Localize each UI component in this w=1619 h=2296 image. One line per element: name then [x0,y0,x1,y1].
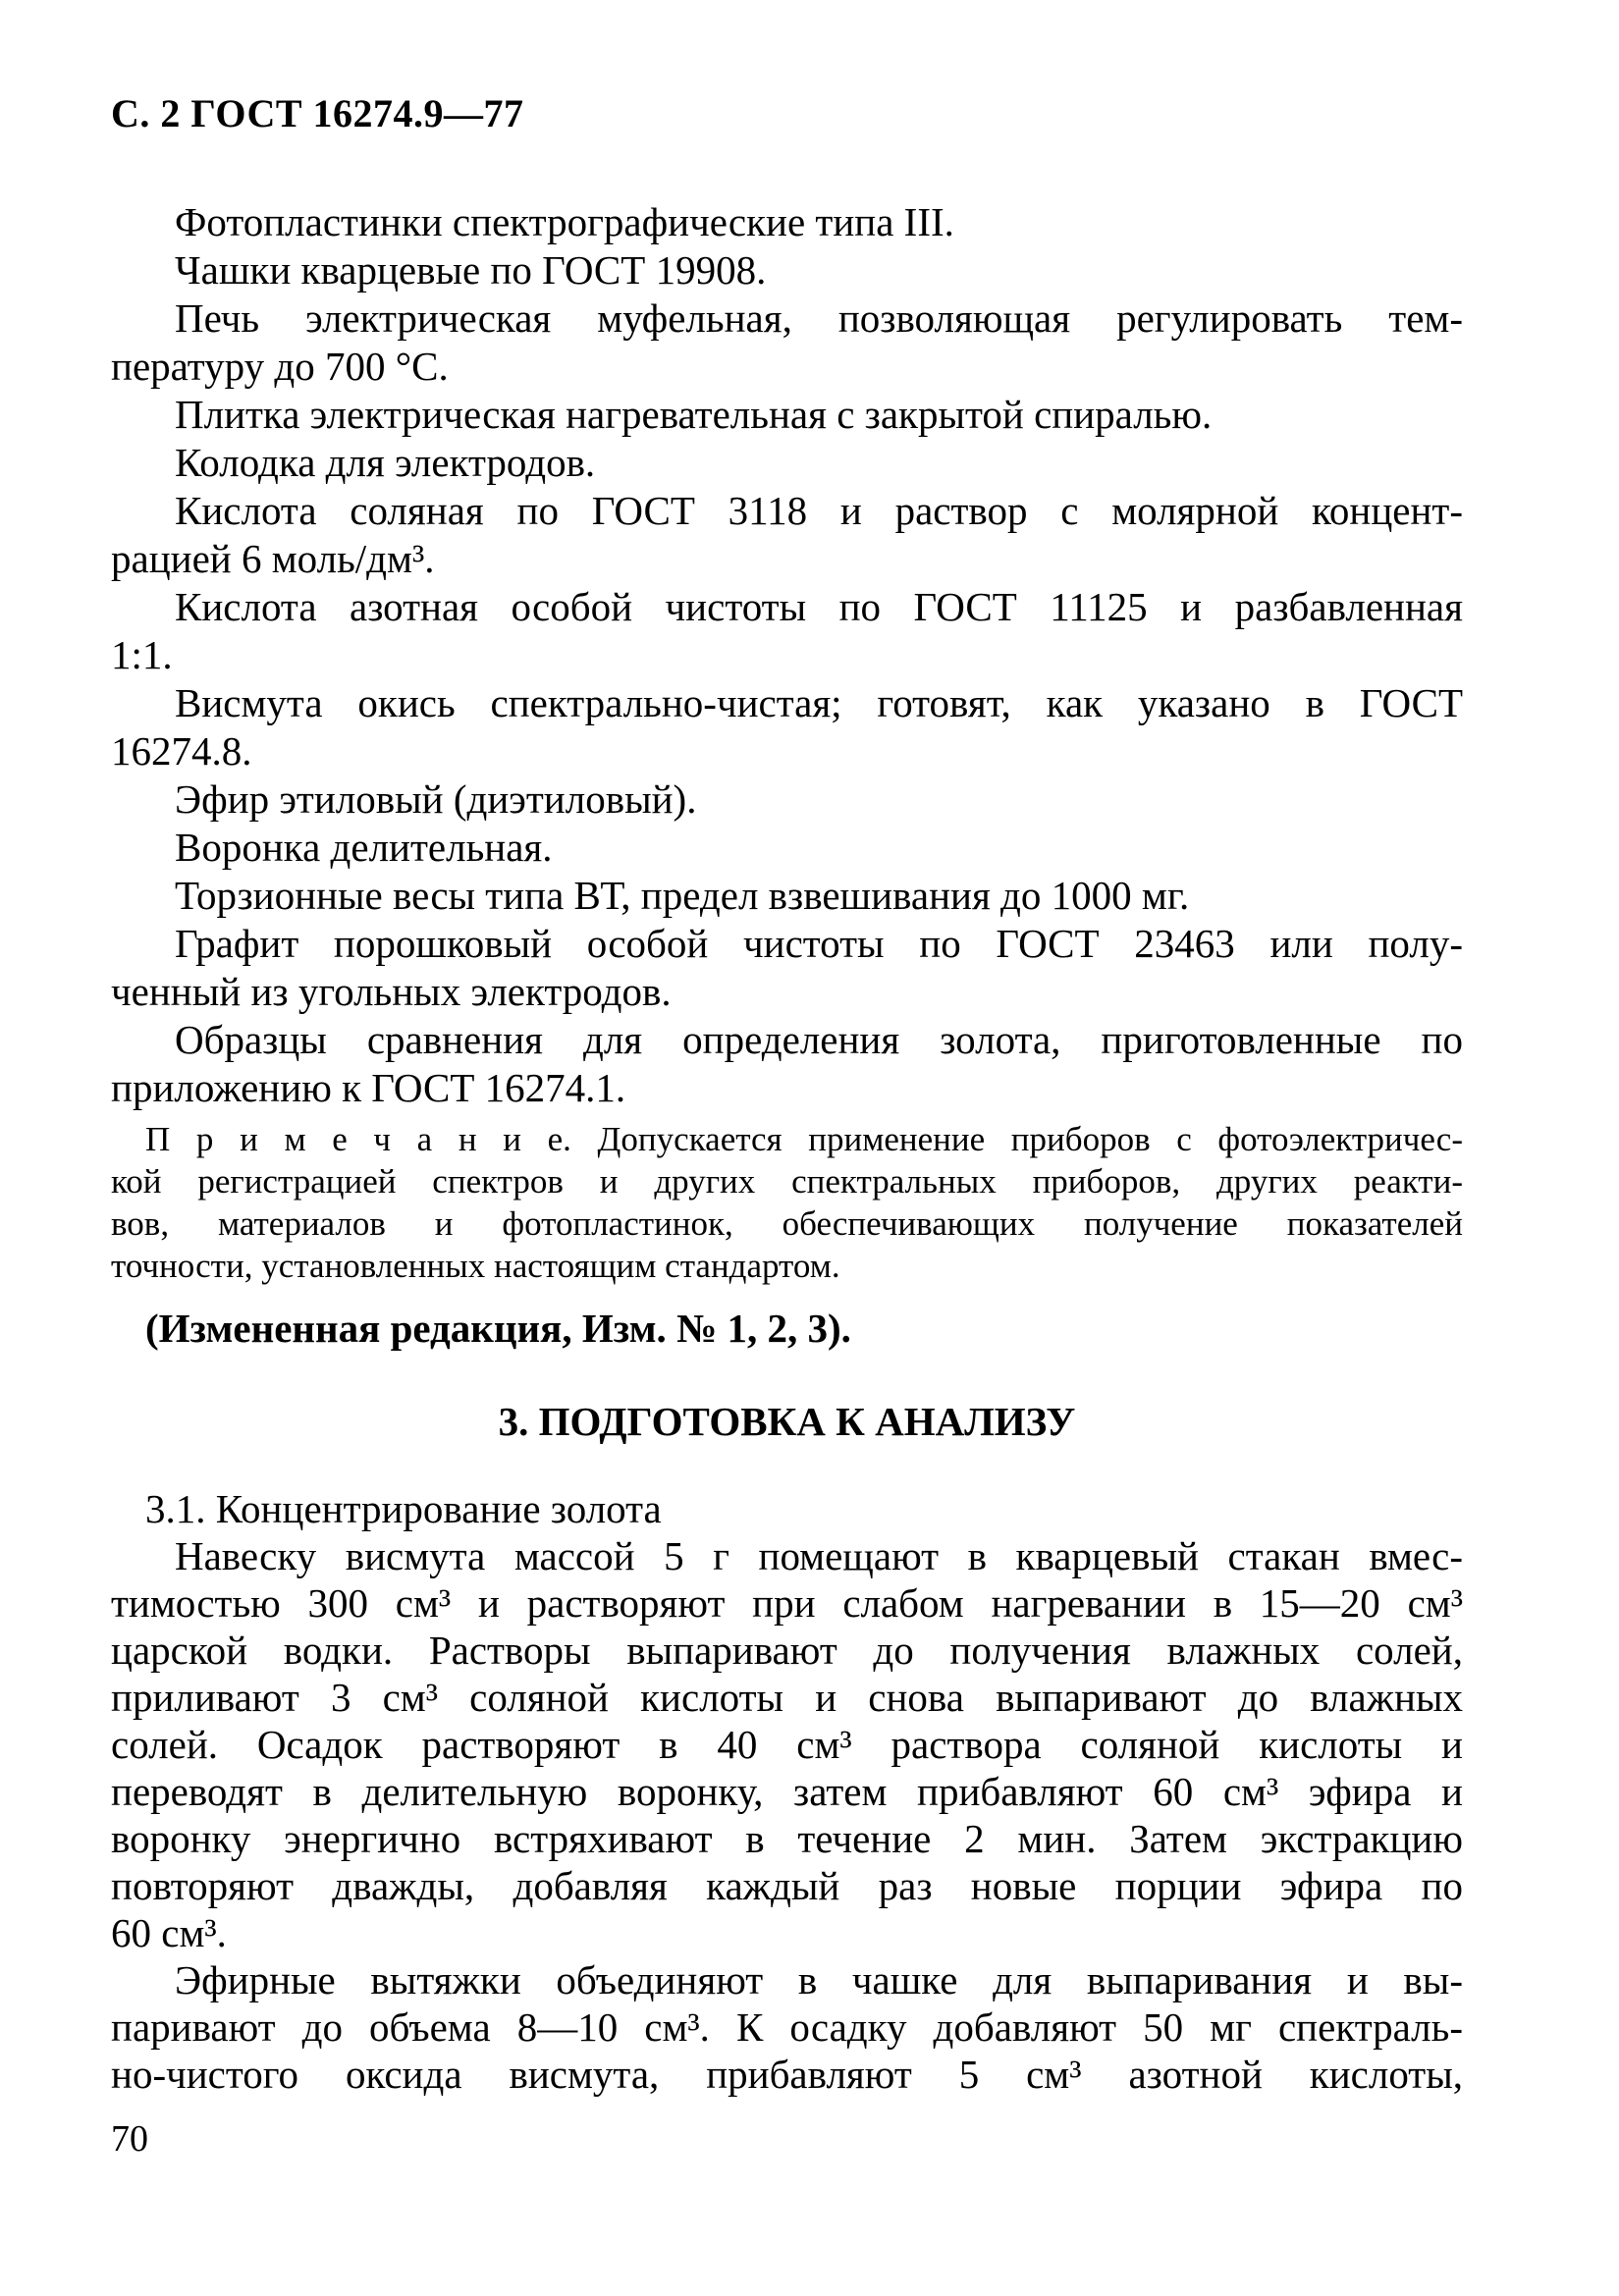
text-line: (Измененная редакция, Изм. № 1, 2, 3). [145,1306,851,1351]
text-line: но-чистого оксида висмута, прибавляют 5 см³ азотной кислоты, [111,2052,1463,2097]
page-number: 70 [111,2118,148,2160]
text-line: тимостью 300 см³ и растворяют при слабом нагревании в 15—20 см³ [111,1580,1463,1626]
text-line: кой регистрацией спектров и других спектральных приборов, других реакти- [111,1162,1463,1201]
text-line: Торзионные весы типа ВТ, предел взвешивания до 1000 мг. [175,873,1190,918]
text-line: вов, материалов и фотопластинок, обеспечивающих получение показателей [111,1204,1463,1243]
text-line: Эфир этиловый (диэтиловый). [175,776,697,822]
text-line: 60 см³. [111,1910,227,1955]
text-line: Графит порошковый особой чистоты по ГОСТ 23463 или полу- [175,921,1463,966]
text-line: 3. ПОДГОТОВКА К АНАЛИЗУ [498,1399,1076,1444]
section-3-1 [111,1485,1463,2098]
text-line: 1:1. [111,632,173,677]
text-line: царской водки. Растворы выпаривают до получения влажных солей, [111,1628,1463,1673]
text-line: точности, установленных настоящим стандартом. [111,1247,840,1285]
text-line: Плитка электрическая нагревательная с закрытой спиралью. [175,392,1213,437]
text-line: ченный из угольных электродов. [111,969,672,1014]
text-line: рацией 6 моль/дм³. [111,536,435,581]
text-line: Чашки кварцевые по ГОСТ 19908. [175,247,767,293]
text-line: Воронка делительная. [175,825,553,870]
running-header: С. 2 ГОСТ 16274.9—77 [111,91,524,135]
text-line: П р и м е ч а н и е. Допускается применение приборов с фотоэлектричес- [145,1120,1463,1158]
text-line: Колодка для электродов. [175,440,596,485]
text-line: 3.1. Концентрирование золота [145,1486,662,1531]
text-line: паривают до объема 8—10 см³. К осадку добавляют 50 мг спектраль- [111,2004,1463,2050]
text-line: воронку энергично встряхивают в течение 2 мин. Затем экстракцию [111,1816,1463,1861]
text-line: Печь электрическая муфельная, позволяющая регулировать тем- [175,295,1463,341]
apparatus-and-reagents-list [111,198,1463,1112]
text-line: Кислота соляная по ГОСТ 3118 и раствор с молярной концент- [175,488,1463,533]
text-line: Навеску висмута массой 5 г помещают в кварцевый стакан вмес- [175,1533,1463,1578]
section-heading [111,1398,1463,1446]
text-line: приложению к ГОСТ 16274.1. [111,1065,626,1110]
text-line: пературу до 700 °С. [111,344,449,389]
note [111,1118,1463,1287]
text-column [111,198,1463,2098]
text-line: Фотопластинки спектрографические типа III. [175,199,954,244]
text-line: солей. Осадок растворяют в 40 см³ раствора соляной кислоты и [111,1722,1463,1767]
text-line: Эфирные вытяжки объединяют в чашке для выпаривания и вы- [175,1957,1463,2002]
text-line: Образцы сравнения для определения золота, приготовленные по [175,1017,1463,1062]
text-line: Висмута окись спектрально-чистая; готовят, как указано в ГОСТ [175,680,1463,725]
text-line: повторяют дважды, добавляя каждый раз новые порции эфира по [111,1863,1463,1908]
text-line: 16274.8. [111,728,252,774]
amendment-line [111,1305,1463,1353]
text-line: приливают 3 см³ соляной кислоты и снова выпаривают до влажных [111,1675,1463,1720]
text-line: переводят в делительную воронку, затем прибавляют 60 см³ эфира и [111,1769,1463,1814]
text-line: Кислота азотная особой чистоты по ГОСТ 11125 и разбавленная [175,584,1463,629]
